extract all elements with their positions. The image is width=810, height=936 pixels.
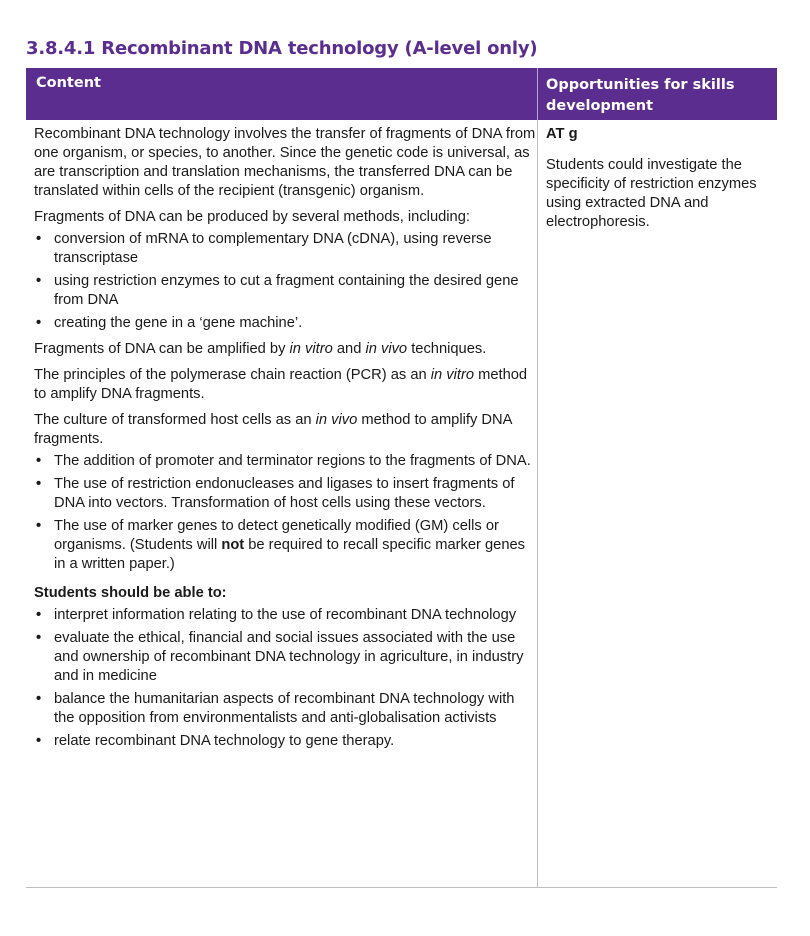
- students-heading: Students should be able to:: [34, 585, 227, 601]
- list-item: • creating the gene in a ‘gene machine’.: [34, 314, 537, 333]
- students-list: [34, 606, 537, 751]
- list-item: • The use of marker genes to detect genetically modified (GM) cells or organisms. (Students will not be required to recall specific marker genes in a written paper.): [34, 517, 537, 574]
- culture-paragraph: The culture of transformed host cells as an in vivo method to amplify DNA fragments.: [34, 412, 512, 447]
- list-item: • The addition of promoter and terminator regions to the fragments of DNA.: [34, 452, 537, 471]
- culture-list: [34, 452, 537, 574]
- pcr-paragraph: The principles of the polymerase chain reaction (PCR) as an in vitro method to amplify DNA fragments.: [34, 367, 528, 402]
- list-item: • balance the humanitarian aspects of recombinant DNA technology with the opposition from environmentalists and anti-globalisation activists: [34, 690, 537, 728]
- list-item: • interpret information relating to the use of recombinant DNA technology: [34, 606, 537, 625]
- list-item: • The use of restriction endonucleases and ligases to insert fragments of DNA into vectors. Transformation of host cells using these vectors.: [34, 475, 537, 513]
- list-item: • conversion of mRNA to complementary DNA (cDNA), using reverse transcriptase: [34, 230, 537, 268]
- section-title: 3.8.4.1 Recombinant DNA technology (A-level only): [26, 38, 538, 59]
- header-skills: Opportunities for skills development: [546, 77, 735, 114]
- amplify-paragraph: Fragments of DNA can be amplified by in vitro and in vivo techniques.: [34, 341, 487, 357]
- skills-text: Students could investigate the specificity of restriction enzymes using extracted DNA and electrophoresis.: [546, 157, 757, 230]
- skills-code: AT g: [546, 126, 578, 142]
- content-column: [26, 120, 538, 887]
- header-content: Content: [26, 68, 538, 120]
- methods-list: [34, 230, 537, 333]
- methods-paragraph: Fragments of DNA can be produced by several methods, including:: [34, 209, 470, 225]
- table-header: [26, 68, 777, 120]
- spec-table: [26, 68, 777, 888]
- list-item: • using restriction enzymes to cut a fragment containing the desired gene from DNA: [34, 272, 537, 310]
- skills-column: [538, 120, 777, 887]
- table-body: [26, 120, 777, 888]
- list-item: • relate recombinant DNA technology to gene therapy.: [34, 732, 537, 751]
- list-item: • evaluate the ethical, financial and social issues associated with the use and ownership of recombinant DNA technology in agriculture, in industry and in medicine: [34, 629, 537, 686]
- intro-paragraph: Recombinant DNA technology involves the transfer of fragments of DNA from one organism, or species, to another. Since the genetic code is universal, as are transcription and translation mechanisms, the transferred DNA can be translated within cells of the recipient (transgenic) organism.: [34, 126, 536, 199]
